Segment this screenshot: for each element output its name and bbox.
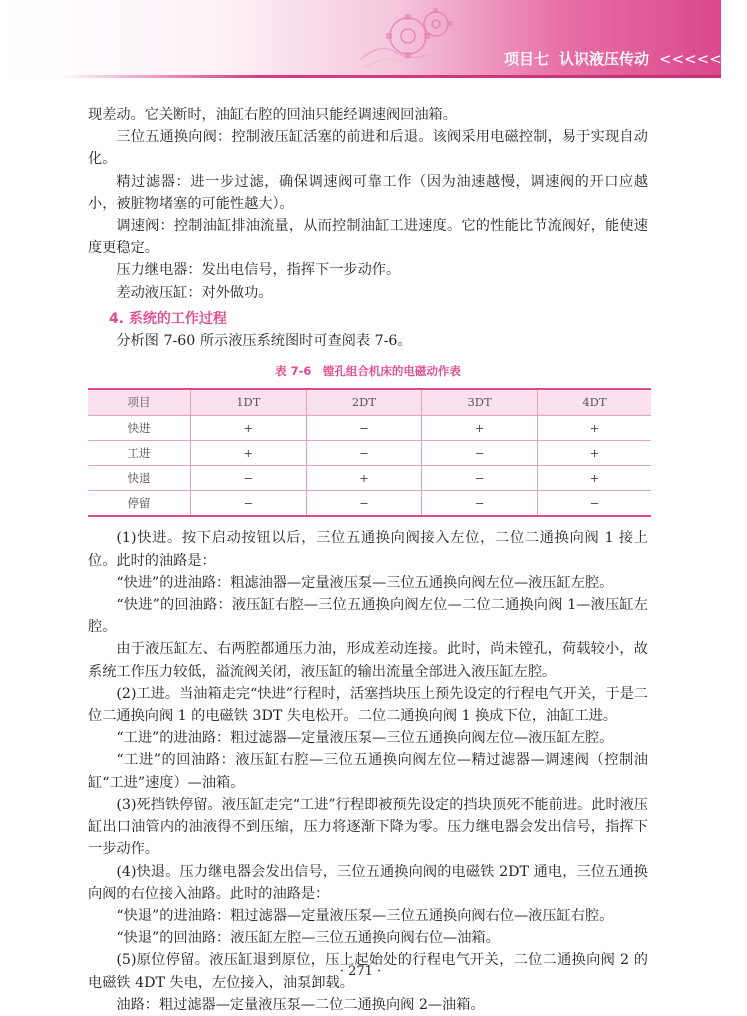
table-cell: − [422,440,538,465]
table-row [88,466,651,491]
page-body [88,104,648,1016]
table-cell: − [306,415,422,440]
paragraph: “工进”的进油路：粗过滤器—定量液压泵—三位五通换向阀左位—液压缸左腔。 [116,730,614,747]
chapter-header [504,47,747,71]
table-header-cell: 4DT [537,389,651,415]
paragraph: “快退”的进油路：粗过滤器—定量液压泵—三位五通换向阀右位—液压缸右腔。 [116,907,614,924]
table-cell: + [537,415,651,440]
paragraph: (3)死挡铁停留。液压缸走完“工进”行程即被预先设定的挡块顶死不能前进。此时液压缸出口油管内的油液得不到压缩，压力将逐渐下降为零。压力继电器会发出信号，指挥下一步动作。 [88,796,648,858]
paragraph: (1)快进。按下启动按钮以后，三位五通换向阀接入左位，二位二通换向阀 1 接上位。此时的油路是： [88,530,648,569]
table-cell: − [191,466,307,491]
paragraph: 三位五通换向阀：控制液压缸活塞的前进和后退。该阀采用电磁控制，易于实现自动化。 [88,129,648,168]
table-cell: + [191,415,307,440]
intro-paragraph: 分析图 7-60 所示液压系统图时可查阅表 7-6。 [116,333,412,350]
paragraph: 由于液压缸左、右两腔都通压力油，形成差动连接。此时，尚未镗孔，荷载较小，故系统工作压力较低，溢流阀关闭，液压缸的输出流量全部进入液压缸左腔。 [88,641,648,680]
paragraph: 调速阀：控制油缸排油流量，从而控制油缸工进速度。它的性能比节流阀好，能使速度更稳定。 [88,218,648,257]
table-row-label: 快退 [88,466,191,491]
gear-icon [350,2,470,76]
table-cell: − [422,466,538,491]
paragraph: “快进”的回油路：液压缸右腔—三位五通换向阀左位—二位二通换向阀 1—液压缸左腔。 [88,597,648,636]
table-cell: + [537,440,651,465]
chapter-title: 认识液压传动 [559,50,650,68]
page-number: · 271 · [339,964,382,979]
paragraph: 油路：粗过滤器—定量液压泵—二位二通换向阀 2—油箱。 [116,996,485,1013]
table-cell: − [422,491,538,517]
table-cell: + [422,415,538,440]
paragraph: “快退”的回油路：液压缸左腔—三位五通换向阀右位—油箱。 [116,930,500,947]
section-heading: 4. 系统的工作过程 [109,310,227,327]
table-row [88,491,651,517]
table-cell: − [306,491,422,517]
paragraph: “工进”的回油路：液压缸右腔—三位五通换向阀左位—精过滤器—调速阀（控制油缸“工进”速度）—油箱。 [88,752,648,791]
table-header-cell: 项目 [88,389,191,415]
paragraph: 差动液压缸：对外做功。 [116,284,273,301]
chapter-number: 项目七 [504,50,550,68]
table-caption: 表 7-6 镗孔组合机床的电磁动作表 [275,364,461,379]
paragraph: 精过滤器：进一步过滤，确保调速阀可靠工作（因为油速越慢，调速阀的开口应越小，被脏物堵塞的可能性越大）。 [88,173,648,212]
table-row [88,415,651,440]
table-cell: + [537,466,651,491]
solenoid-action-table [88,388,651,517]
table-header-row [88,389,651,415]
table-cell: + [191,440,307,465]
paragraph: (5)原位停留。液压缸退到原位，压上起始处的行程电气开关，二位二通换向阀 2 的电磁铁 4DT 失电，左位接入，油泵卸载。 [88,952,648,991]
table-header-cell: 2DT [306,389,422,415]
table-cell: − [191,491,307,517]
table-header-cell: 1DT [191,389,307,415]
table-row-label: 停留 [88,491,191,517]
table-cell: − [306,440,422,465]
table-row [88,440,651,465]
paragraph: (4)快退。压力继电器会发出信号，三位五通换向阀的电磁铁 2DT 通电，三位五通换向阀的右位接入油路。此时的油路是： [88,863,648,902]
paragraph: 压力继电器：发出电信号，指挥下一步动作。 [116,262,401,279]
table-row-label: 快进 [88,415,191,440]
paragraph: “快进”的进油路：粗滤油器—定量液压泵—三位五通换向阀左位—液压缸左腔。 [116,574,614,591]
table-cell: − [537,491,651,517]
paragraph-group-top [88,104,648,304]
chevron-decoration: <<<<<<< [659,50,747,68]
paragraph-group-bottom [88,527,648,1015]
table-cell: + [306,466,422,491]
table-header-cell: 3DT [422,389,538,415]
paragraph: 现差动。它关断时，油缸右腔的回油只能经调速阀回油箱。 [88,107,457,123]
header-divider [60,75,721,78]
table-row-label: 工进 [88,440,191,465]
table-body [88,415,651,516]
paragraph: (2)工进。当油箱走完“快进”行程时，活塞挡块压上预先设定的行程电气开关，于是二位二通换向阀 1 的电磁铁 3DT 失电松开。二位二通换向阀 1 换成下位，油缸工进。 [88,685,648,725]
